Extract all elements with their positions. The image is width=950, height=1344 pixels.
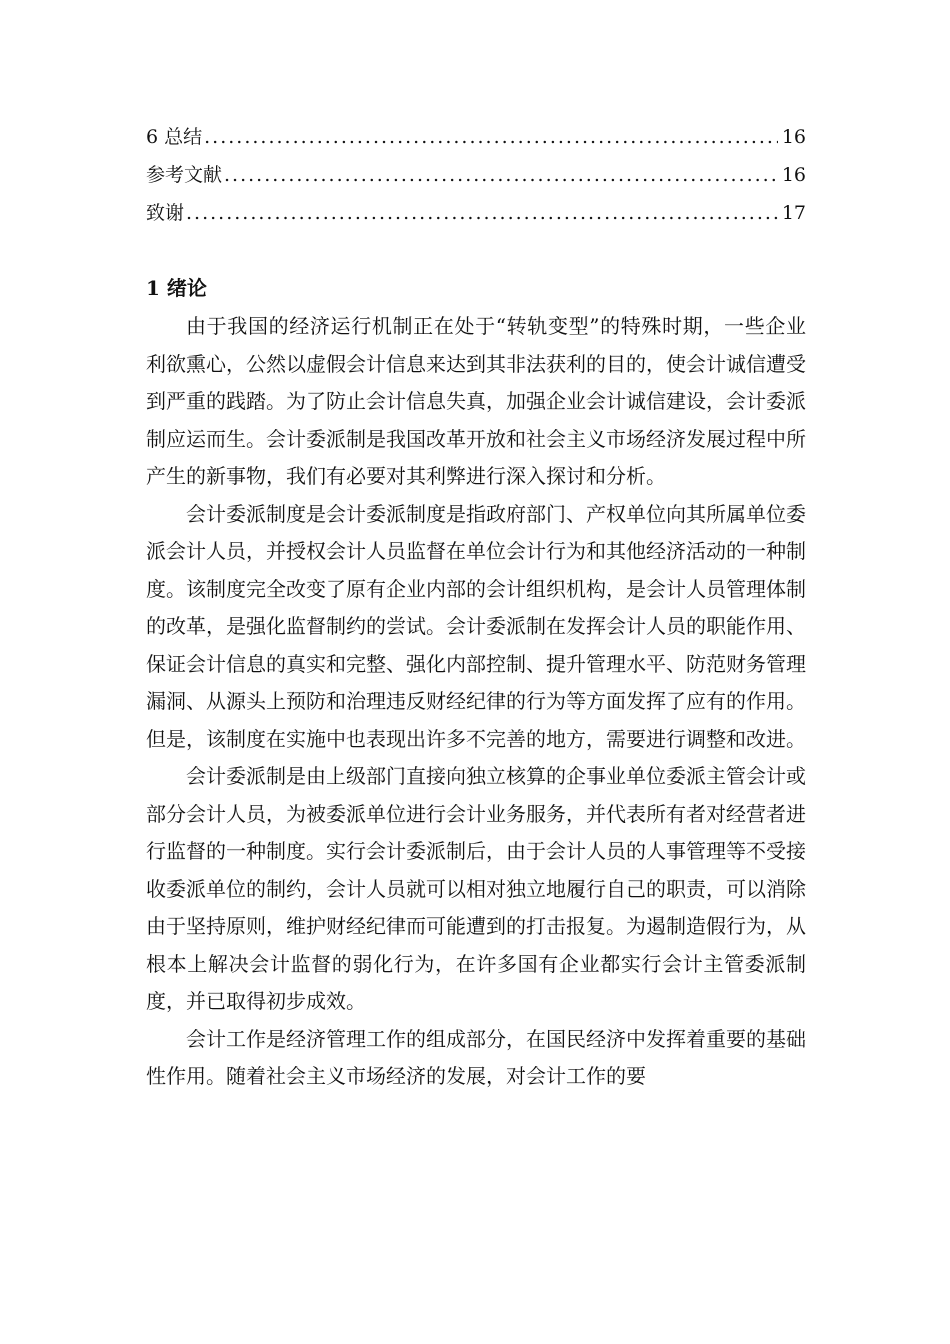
toc-entry-title: 6 总结 — [146, 126, 203, 148]
section-heading: 1 绪论 — [146, 276, 207, 300]
table-of-contents — [146, 118, 806, 232]
toc-entry-title: 参考文献 — [146, 164, 223, 186]
body-paragraph: 由于我国的经济运行机制正在处于“转轨变型”的特殊时期，一些企业利欲熏心，公然以虚假会计信息来达到其非法获利的目的，使会计诚信遭受到严重的践踏。为了防止会计信息失真，加强企业会计诚信建设，会计委派制应运而生。会计委派制是我国改革开放和社会主义市场经济发展过程中所产生的新事物，我们有必要对其利弊进行深入探讨和分析。 — [146, 314, 806, 488]
toc-leader-dots — [224, 156, 778, 194]
body-paragraph: 会计委派制度是会计委派制度是指政府部门、产权单位向其所属单位委派会计人员，并授权会计人员监督在单位会计行为和其他经济活动的一种制度。该制度完全改变了原有企业内部的会计组织机构，是会计人员管理体制的改革，是强化监督制约的尝试。会计委派制在发挥会计人员的职能作用、保证会计信息的真实和完整、强化内部控制、提升管理水平、防范财务管理漏洞、从源头上预防和治理违反财经纪律的行为等方面发挥了应有的作用。但是，该制度在实施中也表现出许多不完善的地方，需要进行调整和改进。 — [146, 501, 806, 751]
toc-entry-summary[interactable] — [146, 118, 806, 156]
document-page — [146, 118, 806, 1096]
toc-entry-title: 致谢 — [146, 202, 185, 224]
toc-leader-dots — [204, 118, 778, 156]
toc-entry-references[interactable] — [146, 156, 806, 194]
toc-leader-dots — [186, 194, 778, 232]
toc-entry-acknowledgements[interactable] — [146, 194, 806, 232]
body-paragraph: 会计工作是经济管理工作的组成部分，在国民经济中发挥着重要的基础性作用。随着社会主义市场经济的发展，对会计工作的要 — [146, 1026, 806, 1088]
body-paragraph: 会计委派制是由上级部门直接向独立核算的企事业单位委派主管会计或部分会计人员，为被委派单位进行会计业务服务，并代表所有者对经营者进行监督的一种制度。实行会计委派制后，由于会计人员的人事管理等不受接收委派单位的制约，会计人员就可以相对独立地履行自己的职责，可以消除由于坚持原则，维护财经纪律而可能遭到的打击报复。为遏制造假行为，从根本上解决会计监督的弱化行为，在许多国有企业都实行会计主管委派制度，并已取得初步成效。 — [146, 764, 806, 1013]
toc-entry-page: 17 — [781, 202, 806, 224]
toc-entry-page: 16 — [781, 126, 806, 148]
toc-entry-page: 16 — [781, 164, 806, 186]
